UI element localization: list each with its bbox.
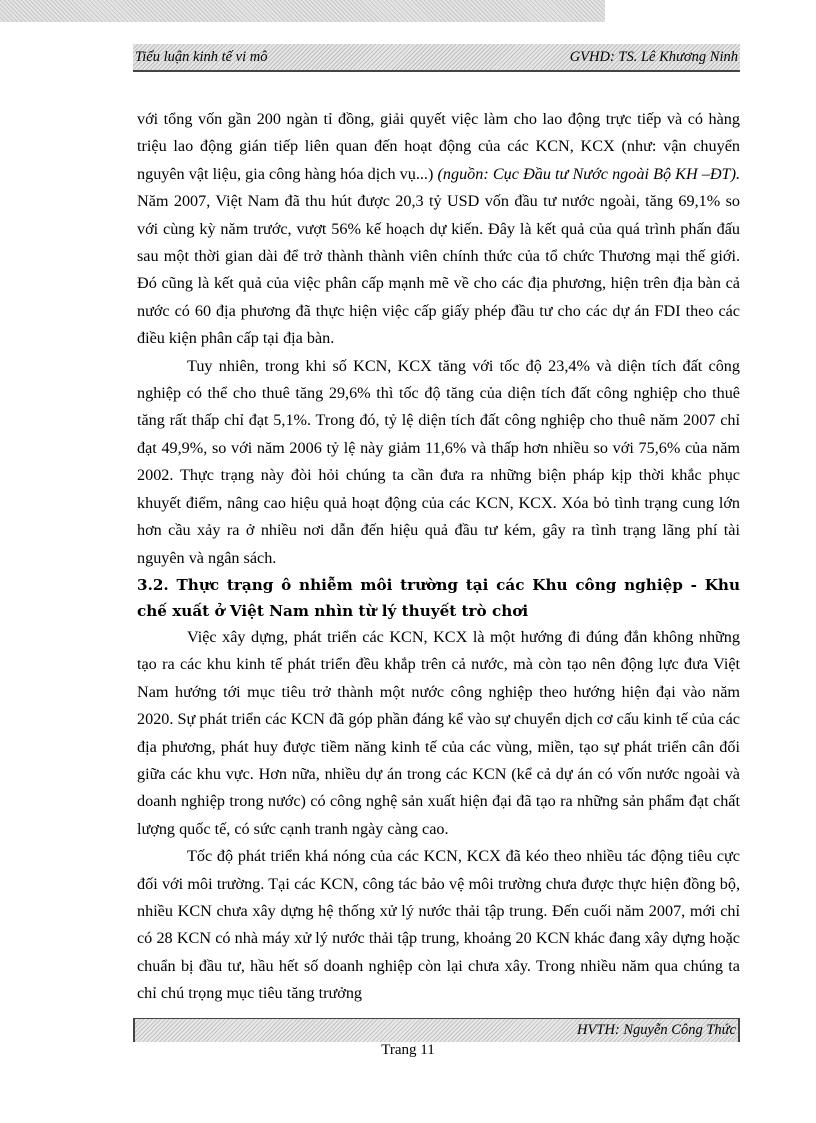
- page-header: [133, 44, 740, 72]
- page-number: Trang 11: [381, 1042, 435, 1058]
- paragraph-3: Việc xây dựng, phát triển các KCN, KCX là một hướng đi đúng đắn không những tạo ra các khu kinh tế phát triển đều khắp trên cả nước, mà còn tạo nên động lực đưa Việt Nam hướng tới mục tiêu trở thành một nước công nghiệp theo hướng hiện đại vào năm 2020. Sự phát triển các KCN đã góp phần đáng kể vào sự chuyển dịch cơ cấu kinh tế của các địa phương, phát huy được tiềm năng kinh tế của các vùng, miền, tạo sự phát triển cân đối giữa các khu vực. Hơn nữa, nhiều dự án trong các KCN (kể cả dự án có vốn nước ngoài và doanh nghiệp trong nước) có công nghệ sản xuất hiện đại đã tạo ra những sản phẩm đạt chất lượng quốc tế, có sức cạnh tranh ngày càng cao.: [137, 627, 740, 838]
- paragraph-1-text: với tổng vốn gần 200 ngàn tỉ đồng, giải quyết việc làm cho lao động trực tiếp và có hàng triệu lao động gián tiếp liên quan đến hoạt động của các KCN, KCX (như: vận chuyển nguyên vật liệu, gia công hàng hóa dịch vụ...): [137, 110, 740, 183]
- top-decorative-bar: [0, 0, 605, 22]
- section-heading: 3.2. Thực trạng ô nhiễm môi trường tại các Khu công nghiệp - Khu chế xuất ở Việt Nam nhìn từ lý thuyết trò chơi: [137, 575, 740, 620]
- source-citation: (nguồn: Cục Đầu tư Nước ngoài Bộ KH –ĐT).: [437, 164, 740, 183]
- header-advisor: GVHD: TS. Lê Khương Ninh: [569, 48, 738, 65]
- footer-author: HVTH: Nguyễn Công Thức: [577, 1022, 736, 1038]
- paragraph-1-rest: Năm 2007, Việt Nam đã thu hút được 20,3 tỷ USD vốn đầu tư nước ngoài, tăng 69,1% so với cùng kỳ năm trước, vượt 56% kế hoạch dự kiến. Đây là kết quả của quá trình phấn đấu sau một thời gian dài để trở thành thành viên chính thức của tổ chức Thương mại thế giới. Đó cũng là kết quả của việc phân cấp mạnh mẽ về cho các địa phương, hiện trên địa bàn cả nước có 60 địa phương đã thực hiện việc cấp giấy phép đầu tư cho các dự án FDI theo các điều kiện phân cấp tại địa bàn.: [137, 192, 740, 348]
- header-course-title: Tiểu luận kinh tế vi mô: [135, 48, 268, 65]
- paragraph-2: Tuy nhiên, trong khi số KCN, KCX tăng với tốc độ 23,4% và diện tích đất công nghiệp có thể cho thuê tăng 29,6% thì tốc độ tăng của diện tích đất công nghiệp cho thuê tăng rất thấp chỉ đạt 5,1%. Trong đó, tỷ lệ diện tích đất công nghiệp cho thuê năm 2007 chỉ đạt 49,9%, so với năm 2006 tỷ lệ này giảm 11,6% và thấp hơn nhiều so với 75,6% của năm 2002. Thực trạng này đòi hỏi chúng ta cần đưa ra những biện pháp kịp thời khắc phục khuyết điểm, nâng cao hiệu quả hoạt động của các KCN, KCX. Xóa bỏ tình trạng cung lớn hơn cầu xảy ra ở nhiều nơi dẫn đến hiệu quả đầu tư kém, gây ra tình trạng lãng phí tài nguyên và ngân sách.: [137, 356, 740, 567]
- paragraph-1: [137, 106, 740, 353]
- paragraph-4: Tốc độ phát triển khá nóng của các KCN, KCX đã kéo theo nhiều tác động tiêu cực đối với môi trường. Tại các KCN, công tác bảo vệ môi trường chưa được thực hiện đồng bộ, nhiều KCN chưa xây dựng hệ thống xử lý nước thải tập trung. Đến cuối năm 2007, mới chỉ có 28 KCN có nhà máy xử lý nước thải tập trung, khoảng 20 KCN khác đang xây dựng hoặc chuẩn bị đầu tư, hầu hết số doanh nghiệp còn lại chưa xây. Trong nhiều năm qua chúng ta chỉ chú trọng mục tiêu tăng trưởng: [137, 847, 740, 1003]
- page-footer: [133, 1018, 740, 1042]
- document-body: [137, 106, 740, 1008]
